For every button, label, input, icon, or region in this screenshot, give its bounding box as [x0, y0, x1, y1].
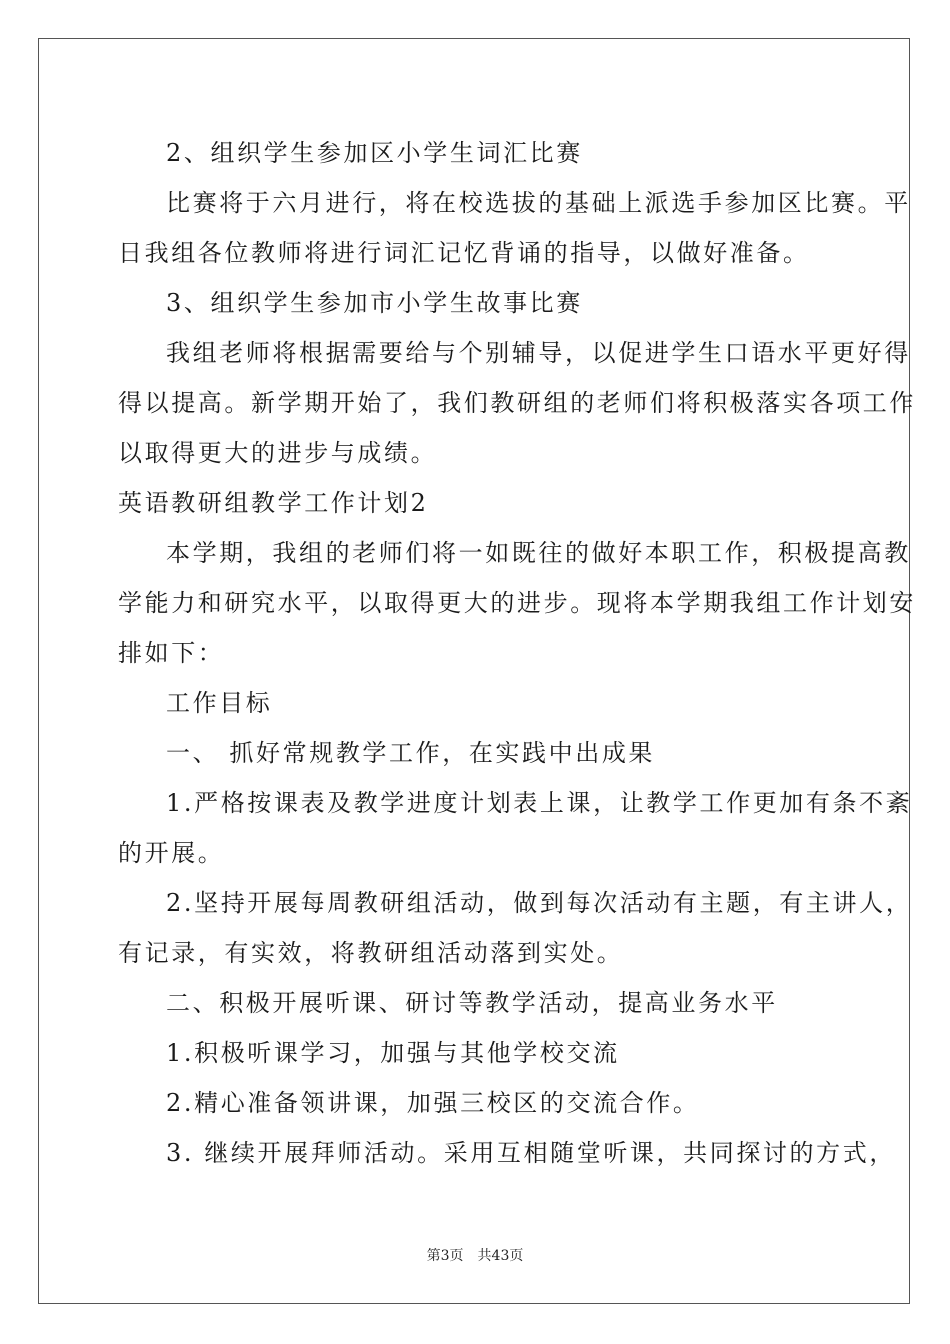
text-line: 比赛将于六月进行，将在校选拔的基础上派选手参加区比赛。平	[166, 189, 911, 217]
text-line: 3、组织学生参加市小学生故事比赛	[166, 289, 583, 317]
text-line: 得以提高。新学期开始了，我们教研组的老师们将积极落实各项工作	[118, 389, 916, 417]
page-number-footer: 第3页 共43页	[426, 1248, 524, 1264]
text-line: 二、积极开展听课、研讨等教学活动，提高业务水平	[166, 989, 778, 1017]
text-line: 以取得更大的进步与成绩。	[118, 439, 438, 467]
text-line: 的开展。	[118, 839, 225, 867]
text-line: 2、组织学生参加区小学生词汇比赛	[166, 139, 583, 167]
text-line: 工作目标	[166, 689, 273, 717]
text-line: 一、 抓好常规教学工作，在实践中出成果	[166, 739, 656, 767]
text-line: 我组老师将根据需要给与个别辅导，以促进学生口语水平更好得	[166, 339, 911, 367]
text-line: 2.精心准备领讲课，加强三校区的交流合作。	[166, 1089, 700, 1117]
text-line: 有记录，有实效，将教研组活动落到实处。	[118, 939, 624, 967]
text-line: 日我组各位教师将进行词汇记忆背诵的指导，以做好准备。	[118, 239, 810, 267]
text-line: 2.坚持开展每周教研组活动，做到每次活动有主题，有主讲人，	[166, 889, 913, 917]
document-body	[118, 128, 916, 1178]
text-line: 本学期，我组的老师们将一如既往的做好本职工作，积极提高教	[166, 539, 911, 567]
text-line: 3. 继续开展拜师活动。采用互相随堂听课，共同探讨的方式，	[166, 1139, 896, 1167]
text-line: 1.严格按课表及教学进度计划表上课，让教学工作更加有条不紊	[166, 789, 913, 817]
text-line: 学能力和研究水平，以取得更大的进步。现将本学期我组工作计划安	[118, 589, 916, 617]
text-line: 排如下：	[118, 639, 225, 667]
section-heading: 英语教研组教学工作计划2	[118, 489, 429, 517]
text-line: 1.积极听课学习，加强与其他学校交流	[166, 1039, 620, 1067]
